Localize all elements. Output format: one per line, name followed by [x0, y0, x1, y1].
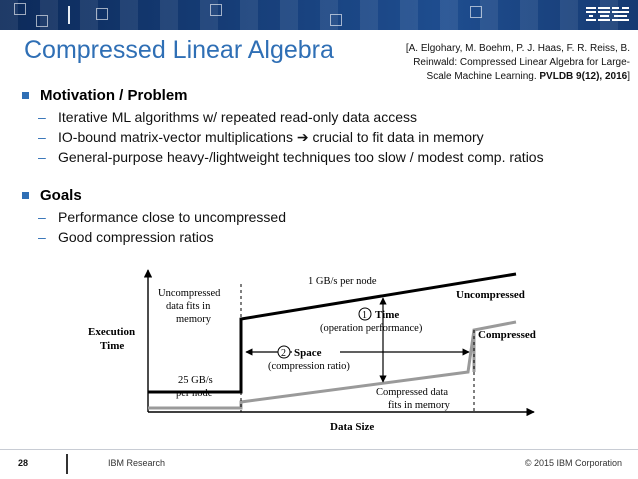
footer-copyright: © 2015 IBM Corporation	[524, 458, 622, 468]
series-label-compressed: Compressed	[478, 329, 536, 341]
annotation-text: memory	[176, 314, 211, 325]
bullet-item-text: Good compression ratios	[58, 229, 214, 245]
bullet-item-text: Iterative ML algorithms w/ repeated read-only data access	[58, 109, 417, 125]
bullet-item	[22, 149, 622, 169]
rate-label: 25 GB/s	[178, 375, 213, 386]
slide-title: Compressed Linear Algebra	[24, 36, 334, 64]
banner-square	[210, 4, 222, 16]
footer	[0, 450, 638, 479]
time-label: Time	[375, 309, 400, 321]
footer-bar	[66, 454, 68, 474]
bullet-item-text: IO-bound matrix-vector multiplications ➔ crucial to fit data in memory	[58, 129, 484, 145]
logo-text: IBM	[608, 24, 610, 25]
citation-line	[372, 70, 630, 84]
time-sublabel: (operation performance)	[320, 323, 423, 334]
annotation-text: fits in memory	[388, 400, 450, 411]
banner-square	[470, 6, 482, 18]
top-banner	[0, 0, 638, 30]
time-number: 1	[362, 310, 367, 321]
citation-venue: PVLDB 9(12), 2016	[539, 71, 628, 82]
banner-tick	[68, 6, 70, 24]
rate-label: per node	[176, 388, 213, 399]
citation	[372, 42, 630, 84]
citation-line: [A. Elgohary, M. Boehm, P. J. Haas, F. R. Reiss, B.	[405, 43, 630, 54]
section-heading-text: Goals	[40, 187, 82, 204]
dash-icon: –	[38, 149, 46, 165]
space-number: 2	[281, 348, 286, 359]
banner-square	[330, 14, 342, 26]
annotation-text: Uncompressed	[158, 288, 221, 299]
citation-text: ]	[627, 71, 630, 82]
dash-icon: –	[38, 129, 46, 145]
banner-square	[14, 3, 26, 15]
section-heading	[22, 87, 622, 109]
ibm-logo	[586, 5, 630, 25]
annotation-text: Compressed data	[376, 387, 449, 398]
banner-square	[36, 15, 48, 27]
dash-icon: –	[38, 229, 46, 245]
annotation-text: data fits in	[166, 301, 211, 312]
bullet-item-text: General-purpose heavy-/lightweight techniques too slow / modest comp. ratios	[58, 149, 544, 165]
bullet-item	[22, 129, 622, 149]
citation-text: Scale Machine Learning.	[426, 71, 540, 82]
banner-square	[96, 8, 108, 20]
section-heading-text: Motivation / Problem	[40, 87, 188, 104]
bullet-item	[22, 229, 622, 249]
x-axis-label: Data Size	[330, 421, 375, 433]
citation-line: Reinwald: Compressed Linear Algebra for Large-	[413, 57, 630, 68]
bullet-item	[22, 209, 622, 229]
space-sublabel: (compression ratio)	[268, 361, 350, 372]
dash-icon: –	[38, 209, 46, 225]
bullet-item	[22, 109, 622, 129]
section-heading	[22, 187, 622, 209]
bullet-item-text: Performance close to uncompressed	[58, 209, 286, 225]
page-number: 28	[18, 458, 29, 468]
series-label-uncompressed: Uncompressed	[456, 289, 525, 301]
footer-org: IBM Research	[108, 458, 166, 468]
compression-diagram	[86, 262, 556, 444]
bullet-square-icon	[22, 192, 29, 199]
bullet-square-icon	[22, 92, 29, 99]
space-label: Space	[294, 347, 322, 359]
y-axis-label: Execution	[88, 326, 136, 338]
rate-label: 1 GB/s per node	[308, 276, 377, 287]
bullet-list	[22, 87, 622, 249]
y-axis-label: Time	[100, 340, 125, 352]
dash-icon: –	[38, 109, 46, 125]
